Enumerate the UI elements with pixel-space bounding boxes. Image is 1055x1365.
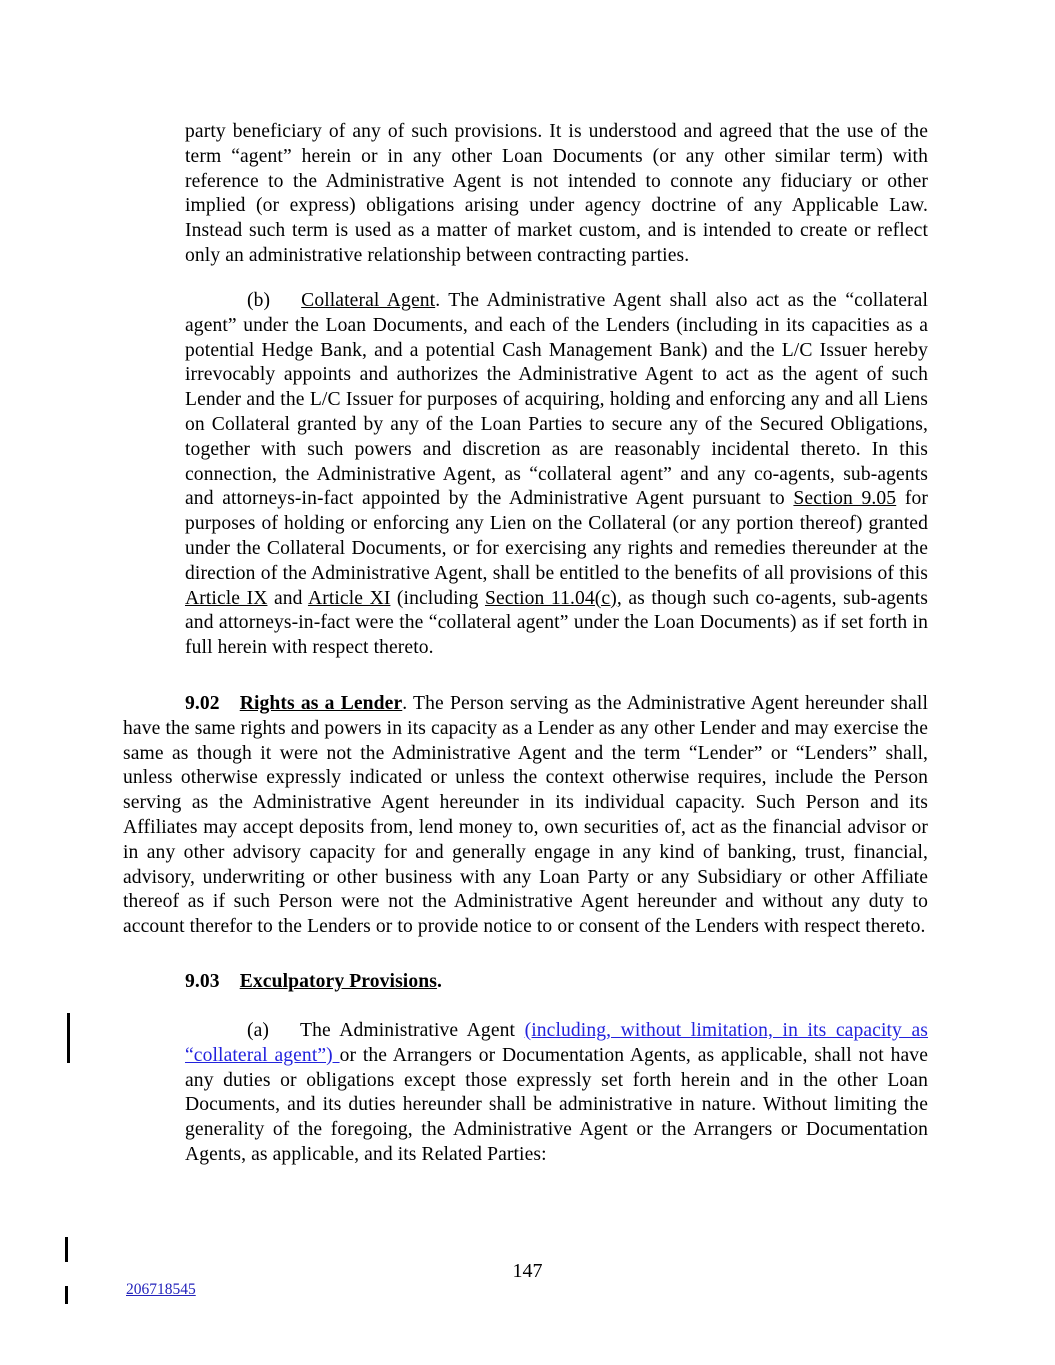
text-run: and bbox=[267, 587, 308, 609]
text-run: . The Administrative Agent shall also act as the “collateral agent” under the Loan Documents, and each of the Lenders (including in its capacities as a potential Hedge Bank, and a potential Cash Management Bank) and the L/C Issuer hereby irrevocably appoints and authorizes the Administrative Agent to act as the agent of such Lender and the L/C Issuer for purposes of acquiring, holding and enforcing any and all Liens on Collateral granted by any of the Loan Parties to secure any of the Secured Obligations, together with such powers and discretion as are reasonably incidental thereto. In this connection, the Administrative Agent, as “collateral agent” and any co-agents, sub-agents and attorneys-in-fact appointed by the Administrative Agent pursuant to bbox=[185, 290, 928, 510]
heading-exculpatory-provisions bbox=[185, 970, 928, 995]
text-run: Article IX bbox=[185, 587, 268, 609]
text-run: The Administrative Agent bbox=[300, 1020, 525, 1041]
paragraph-continuation bbox=[185, 120, 928, 269]
page-number: 147 bbox=[512, 1260, 543, 1282]
document-id-link[interactable]: 206718545 bbox=[126, 1281, 196, 1298]
change-bar-insertion bbox=[67, 1013, 70, 1063]
text-run: Section 11.04(c) bbox=[484, 587, 617, 609]
text-run: Section 9.05 bbox=[793, 488, 897, 510]
text-run: (including bbox=[390, 587, 485, 609]
change-bar-footer-lower bbox=[65, 1286, 68, 1304]
paragraph-exculpatory-a bbox=[185, 1019, 928, 1168]
text-run: 9.02 bbox=[185, 693, 220, 714]
text-run: . The Person serving as the Administrative Agent hereunder shall have the same rights and powers in its capacity as a Lender as any other Lender and may exercise the same as though it were not the Administrative Agent and the term “Lender” or “Lenders” shall, unless otherwise expressly indicated or unless the context otherwise requires, include the Person serving as the Administrative Agent hereunder in its individual capacity. Such Person and its Affiliates may accept deposits from, lend money to, own securities of, act as the financial advisor or in any other advisory capacity for and generally engage in any kind of banking, trust, financial, advisory, underwriting or other business with any Loan Party or any Subsidiary or other Affiliate thereof as if such Person were not the Administrative Agent hereunder and without any duty to account therefor to the Lenders or to provide notice to or consent of the Lenders with respect thereto. bbox=[123, 693, 928, 938]
text-run: Exculpatory Provisions bbox=[239, 971, 437, 992]
text-run: 9.03 bbox=[185, 971, 220, 992]
paragraph-rights-as-a-lender bbox=[123, 692, 928, 940]
text-run: Rights as a Lender bbox=[239, 693, 403, 714]
text-run: party beneficiary of any of such provisions. It is understood and agreed that the use of the term “agent” herein or in any other Loan Documents (or any other similar term) with reference to the Administrative Agent is not intended to connote any fiduciary or other implied (or express) obligations arising under agency doctrine of any Applicable Law. Instead such term is used as a matter of market custom, and is intended to create or reflect only an administrative relationship between contracting parties. bbox=[185, 121, 928, 266]
text-run: , as though such co-agents, sub-agents and attorneys-in-fact were the “collateral agent” under the Loan Documents) as if set forth in full herein with respect thereto. bbox=[185, 587, 928, 659]
text-run: . bbox=[436, 971, 442, 992]
paragraph-collateral-agent bbox=[185, 289, 928, 661]
text-run: (a) bbox=[247, 1020, 270, 1041]
inserted-text: (including, without limitation, in its capacity as “collateral agent”) bbox=[185, 1020, 929, 1066]
text-run: Article XI bbox=[307, 587, 391, 609]
text-run: or the Arrangers or Documentation Agents, as applicable, shall not have any duties or obligations except those expressly set forth herein and in the other Loan Documents, and its duties hereunder shall be administrative in nature. Without limiting the generality of the foregoing, the Administrative Agent or the Arrangers or Documentation Agents, as applicable, and its Related Parties: bbox=[185, 1044, 928, 1165]
text-run: Collateral Agent bbox=[301, 290, 436, 311]
text-run: (b) bbox=[247, 290, 271, 311]
text-run: for purposes of holding or enforcing any Lien on the Collateral (or any portion thereof) granted under the Collateral Documents, or for exercising any rights and remedies thereunder at the direction of the Administrative Agent, shall be entitled to the benefits of all provisions of this bbox=[185, 488, 928, 584]
change-bar-footer-upper bbox=[65, 1237, 68, 1262]
